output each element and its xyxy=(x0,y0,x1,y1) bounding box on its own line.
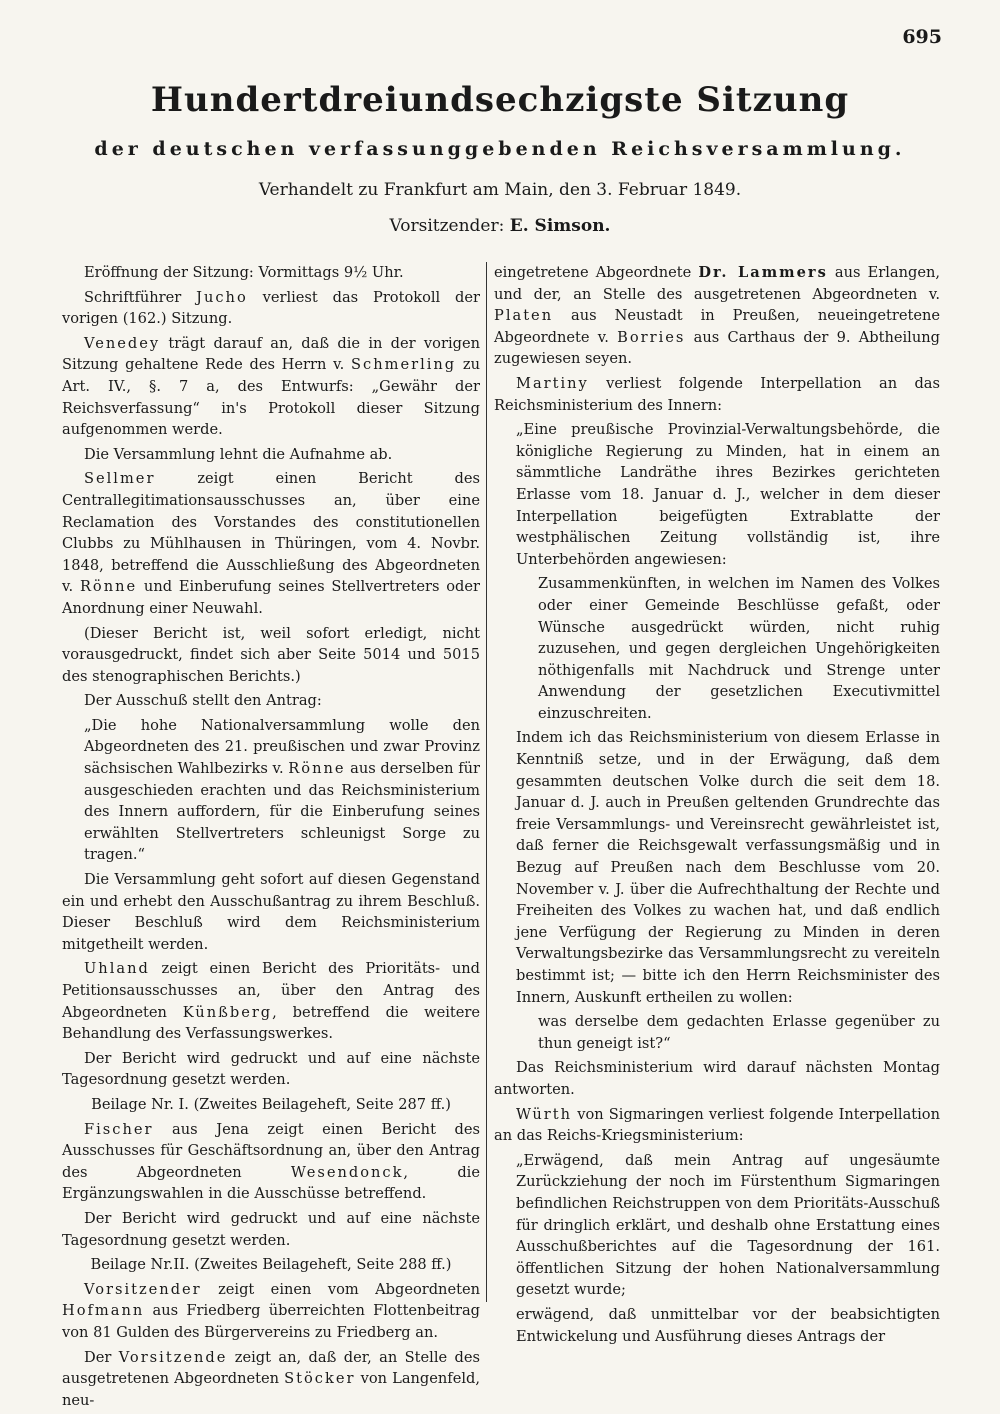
paragraph-question: was derselbe dem gedachten Erlasse gegenüber zu thun geneigt ist?“ xyxy=(538,1013,940,1052)
paragraph-printed-1: Der Bericht wird gedruckt und auf eine nächste Tagesordnung gesetzt werden. xyxy=(62,1049,480,1089)
paragraph-martiny: Martiny verliest folgende Interpellation an das Reichsministerium des Innern: xyxy=(494,374,940,414)
speaker-name: Uhland xyxy=(84,960,150,978)
paragraph-wuerth: Würth von Sigmaringen verliest folgende Interpellation an das Reichs-Kriegsministerium: xyxy=(494,1105,940,1145)
left-column xyxy=(62,262,480,1414)
supplement-2: Beilage Nr.II. (Zweites Beilageheft, Seite 288 ff.) xyxy=(90,1256,452,1274)
speaker-name: Vorsitzende xyxy=(118,1348,228,1366)
speaker-name: Borries xyxy=(617,328,686,346)
speaker-name: Fischer xyxy=(84,1120,154,1138)
paragraph-report-note: (Dieser Bericht ist, weil sofort erledigt, nicht vorausgedruckt, findet sich aber Seite 5014 und 5015 des stenographischen Berichts.) xyxy=(62,624,480,685)
speaker-name: Künßberg xyxy=(182,1003,273,1021)
paragraph-considering-2: erwägend, daß unmittelbar vor der beabsichtigten Entwickelung und Ausführung dieses Antrags der xyxy=(516,1305,940,1345)
speaker-name: Vorsitzender xyxy=(84,1280,202,1298)
supplement-1: Beilage Nr. I. (Zweites Beilageheft, Seite 287 ff.) xyxy=(91,1095,451,1113)
president-label: Vorsitzender: xyxy=(389,216,505,236)
president-line xyxy=(0,216,1000,236)
speaker-name: Jucho xyxy=(196,288,248,306)
speaker-name: Platen xyxy=(494,307,554,325)
column-divider xyxy=(486,262,487,1302)
speaker-name: Wesendonck xyxy=(290,1163,404,1181)
paragraph-new-members: Der Vorsitzende zeigt an, daß der, an Stelle des ausgetretenen Abgeordneten Stöcker von Langenfeld, neu- xyxy=(62,1348,480,1409)
speaker-name: Würth xyxy=(516,1105,573,1123)
paragraph-fleet-contribution: Vorsitzender zeigt einen vom Abgeordneten Hofmann aus Friedberg überreichten Flottenbeitrag von 81 Gulden des Bürgervereins zu Friedberg an. xyxy=(62,1280,480,1341)
paragraph-request: Indem ich das Reichsministerium von diesem Erlasse in Kenntniß setze, und in der Erwägung, daß dem gesammten deutschen Volke durch die seit dem 18. Januar d. J. auch in Preußen geltenden Grundrechte das freie Versammlungs- und Vereinsrecht gewährleistet ist, daß ferner die Reichsgewalt verfassungsmäßig und in Bezug auf Preußen nach dem Beschlusse vom 20. November v. J. über die Aufrechthaltung der Rechte und Freiheiten des Volkes zu wachen hat, und daß endlich jene Verfügung der Regierung zu Minden in deren Verwaltungsbezirke das Versammlungsrecht zu vereiteln bestimmt ist; — bitte ich den Herrn Reichsminister des Innern, Auskunft ertheilen zu wollen: xyxy=(516,729,940,1006)
paragraph-resolution: Die Versammlung geht sofort auf diesen Gegenstand ein und erhebt den Ausschußantrag zu ihrem Beschluß. Dieser Beschluß wird dem Reichsministerium mitgetheilt werden. xyxy=(62,871,480,953)
paragraph-instructions: Zusammenkünften, in welchen im Namen des Volkes oder einer Gemeinde Beschlüsse gefaßt, oder Wünsche ausgedrückt würden, nicht ruhig zuzusehen, und gegen dergleichen Ungehörigkeiten nöthigenfalls mit Nachdruck und Strenge unter Anwendung der gesetzlichen Executivmittel einzuschreiten. xyxy=(538,575,940,722)
page-number: 695 xyxy=(902,26,942,48)
paragraph-motion-quote: „Die hohe Nationalversammlung wolle den Abgeordneten des 21. preußischen und zwar Provinz sächsischen Wahlbezirks v. Rönne aus derselben für ausgeschieden erachten und das Reichsministerium des Innern auffordern, für die Einberufung seines erwählten Stellvertreters schleunigst Sorge zu tragen.“ xyxy=(84,716,480,864)
speaker-name: Rönne xyxy=(288,760,346,778)
paragraph-protocol: Schriftführer Jucho verliest das Protokoll der vorigen (162.) Sitzung. xyxy=(62,288,480,328)
speaker-name: Rönne xyxy=(79,578,138,596)
paragraph-venedey: Venedey trägt darauf an, daß die in der vorigen Sitzung gehaltene Rede des Herrn v. Schmerling zu Art. IV., §. 7 a, des Entwurfs: „Gewähr der Reichsverfassung“ in's Protokoll dieser Sitzung aufgenommen werde. xyxy=(62,334,480,439)
paragraph-sellmer: Sellmer zeigt einen Bericht des Centrallegitimationsausschusses an, über eine Reclamation des Vorstandes des constitutionellen Clubbs zu Mühlhausen in Thüringen, vom 4. Novbr. 1848, betreffend die Ausschließung des Abgeordneten v. Rönne und Einberufung seines Stellvertreters oder Anordnung einer Neuwahl. xyxy=(62,470,480,617)
right-column xyxy=(494,262,940,1350)
paragraph-opening: Eröffnung der Sitzung: Vormittags 9½ Uhr. xyxy=(84,264,404,281)
paragraph-uhland: Uhland zeigt einen Bericht des Prioritäts- und Petitionsausschusses an, über den Antrag des Abgeordneten Künßberg, betreffend die weitere Behandlung des Verfassungswerkes. xyxy=(62,960,480,1043)
president-name: E. Simson. xyxy=(509,216,611,236)
paragraph-interpellation: „Eine preußische Provinzial-Verwaltungsbehörde, die königliche Regierung zu Minden, hat in einem an sämmtliche Landräthe ihres Bezirkes gerichteten Erlasse vom 18. Januar d. J., welcher in dem dieser Interpellation beigefügten Extrablatte der westphälischen Zeitung vollständig ist, ihre Unterbehörden angewiesen: xyxy=(516,421,940,568)
session-title: Hundertdreiundsechzigste Sitzung xyxy=(150,80,850,120)
paragraph-ministry-answer: Das Reichsministerium wird darauf nächsten Montag antworten. xyxy=(494,1059,940,1098)
paragraph-fischer: Fischer aus Jena zeigt einen Bericht des Ausschusses für Geschäftsordnung an, über den Antrag des Abgeordneten Wesendonck, die Ergänzungswahlen in die Ausschüsse betreffend. xyxy=(62,1120,480,1203)
speaker-name: Stöcker xyxy=(284,1370,356,1388)
paragraph-printed-2: Der Bericht wird gedruckt und auf eine nächste Tagesordnung gesetzt werden. xyxy=(62,1209,480,1249)
place-date-line: Verhandelt zu Frankfurt am Main, den 3. Februar 1849. xyxy=(258,180,742,200)
session-subtitle: der deutschen verfassunggebenden Reichsversammlung. xyxy=(94,138,906,160)
speaker-name: Sellmer xyxy=(84,470,156,488)
paragraph-considering-1: „Erwägend, daß mein Antrag auf ungesäumte Zurückziehung der noch im Fürstenthum Sigmaringen befindlichen Reichstruppen von dem Prioritäts-Ausschuß für dringlich erklärt, und deshalb ohne Erstattung eines Ausschußberichtes auf die Tagesordnung der 161. öffentlichen Sitzung der hohen Nationalversammlung gesetzt wurde; xyxy=(516,1151,940,1299)
speaker-name: Dr. Lammers xyxy=(698,264,828,281)
speaker-name: Hofmann xyxy=(62,1302,145,1320)
speaker-name: Venedey xyxy=(84,334,161,352)
speaker-name: Martiny xyxy=(516,374,589,392)
paragraph-new-members-cont: eingetretene Abgeordnete Dr. Lammers aus Erlangen, und der, an Stelle des ausgetretenen Abgeordneten v. Platen aus Neustadt in Preußen, neueingetretene Abgeordnete v. Borries aus Carthaus der 9. Abtheilung zugewiesen seyen. xyxy=(494,264,940,368)
paragraph-committee-motion: Der Ausschuß stellt den Antrag: xyxy=(84,692,322,710)
paragraph-rejected: Die Versammlung lehnt die Aufnahme ab. xyxy=(84,445,393,463)
speaker-name: Schmerling xyxy=(351,356,457,374)
